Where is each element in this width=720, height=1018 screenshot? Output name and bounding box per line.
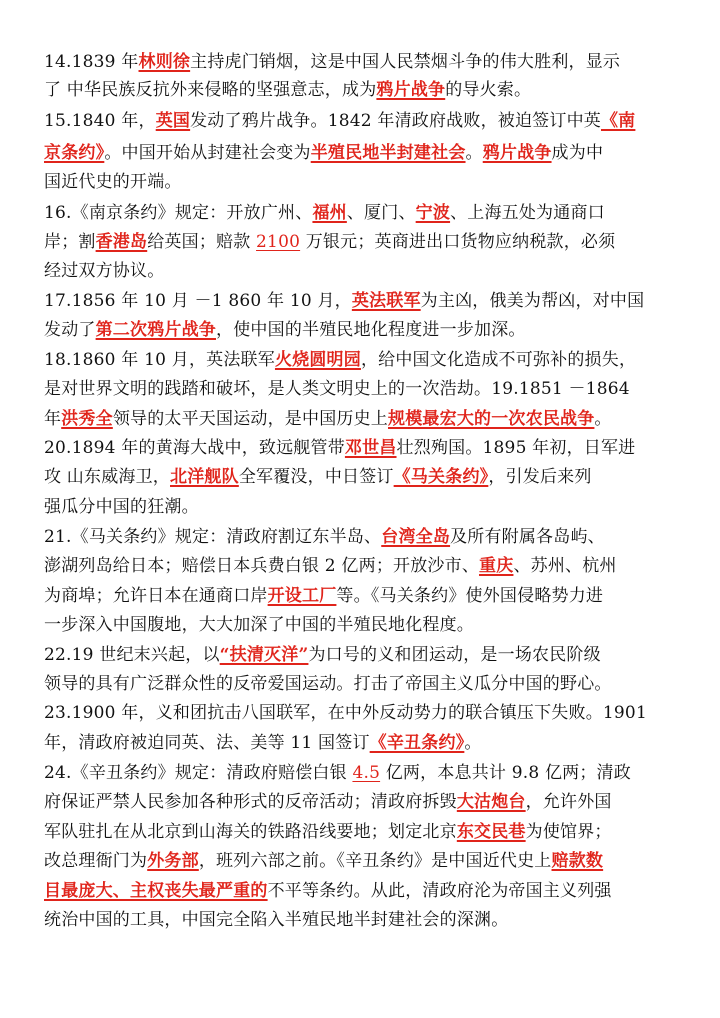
text-line — [44, 409, 680, 429]
text-line — [44, 645, 680, 665]
text-line — [44, 80, 680, 100]
highlighted-term: 大沽炮台 — [456, 792, 526, 812]
text-segment: 改总理衙门为 — [44, 851, 148, 871]
text-segment: 年，清政府被迫同英、法、美等 11 国签订 — [44, 733, 370, 753]
text-segment: 、厦门、 — [346, 203, 416, 223]
text-line — [44, 203, 680, 223]
highlighted-term: 火烧圆明园 — [274, 350, 361, 370]
text-segment: ，给中国文化造成不可弥补的损失， — [360, 350, 637, 370]
text-line — [44, 143, 680, 163]
highlighted-term: 规模最宏大的一次农民战争 — [388, 409, 595, 429]
text-segment: 府保证严禁人民参加各种形式的反帝活动；清政府拆毁 — [44, 792, 457, 812]
text-line — [44, 467, 680, 487]
highlighted-term: 宁波 — [415, 203, 451, 223]
text-line — [44, 52, 680, 72]
text-segment: 强瓜分中国的狂潮。 — [44, 497, 199, 517]
text-segment: 了 中华民族反抗外来侵略的坚强意志，成为 — [44, 80, 377, 100]
highlighted-term: 赔款数 — [551, 851, 604, 871]
text-segment: 14.1839 年 — [44, 52, 139, 72]
highlighted-term: 重庆 — [479, 556, 514, 576]
text-segment: ，允许外国 — [525, 792, 612, 812]
text-segment: 为主凶，俄美为帮凶，对中国 — [420, 291, 645, 311]
text-segment: 为口号的义和团运动，是一场农民阶级 — [308, 645, 601, 665]
text-segment: 为商埠；允许日本在通商口岸 — [44, 586, 268, 606]
text-segment: 为使馆界； — [525, 822, 612, 842]
highlighted-term: 京条约》 — [44, 143, 105, 163]
text-segment: 成为中 — [551, 143, 604, 163]
text-line — [44, 497, 680, 517]
text-segment: 军队驻扎在从北京到山海关的铁路沿线要地；划定北京 — [44, 822, 457, 842]
text-segment: 。 — [465, 143, 483, 163]
text-line — [44, 111, 680, 131]
highlighted-term: 《辛丑条约》 — [369, 733, 465, 753]
text-segment: 15.1840 年， — [44, 111, 156, 131]
text-segment: 24.《辛丑条约》规定：清政府赔偿白银 — [44, 763, 353, 783]
text-line — [44, 261, 680, 281]
text-segment: 23.1900 年，义和团抗击八国联军，在中外反动势力的联合镇压下失败。1901 — [44, 703, 647, 723]
highlighted-term: 2100 — [256, 232, 301, 252]
text-segment: 是对世界文明的践踏和破坏，是人类文明史上的一次浩劫。19.1851 －1864 — [44, 379, 630, 399]
highlighted-term: 香港岛 — [95, 232, 148, 252]
text-line — [44, 851, 680, 871]
text-segment: 国近代史的开端。 — [44, 172, 182, 192]
highlighted-term: 《南 — [600, 111, 636, 131]
text-segment: 、苏州、杭州 — [513, 556, 617, 576]
highlighted-term: 目最庞大、主权丧失最严重的 — [44, 881, 268, 901]
highlighted-term: 林则徐 — [138, 52, 191, 72]
text-segment: 统治中国的工具，中国完全陷入半殖民地半封建社会的深渊。 — [44, 910, 509, 930]
highlighted-term: 台湾全岛 — [381, 527, 451, 547]
text-line — [44, 792, 680, 812]
text-line — [44, 527, 680, 547]
text-segment: 16.《南京条约》规定：开放广州、 — [44, 203, 313, 223]
text-line — [44, 822, 680, 842]
text-line — [44, 586, 680, 606]
text-line — [44, 172, 680, 192]
text-segment: 壮烈殉国。1895 年初，日军进 — [396, 438, 636, 458]
text-segment: 22.19 世纪末兴起，以 — [44, 645, 220, 665]
text-line — [44, 674, 680, 694]
text-line — [44, 350, 680, 370]
text-segment: ，引发后来列 — [488, 467, 592, 487]
text-segment: 的导火索。 — [445, 80, 532, 100]
text-line — [44, 291, 680, 311]
text-segment: 、上海五处为通商口 — [450, 203, 605, 223]
text-segment: 领导的具有广泛群众性的反帝爱国运动。打击了帝国主义瓜分中国的野心。 — [44, 674, 612, 694]
text-line — [44, 910, 680, 930]
text-segment: 发动了 — [44, 320, 96, 340]
text-segment: 不平等条约。从此，清政府沦为帝国主义列强 — [267, 881, 612, 901]
text-segment: 攻 山东威海卫， — [44, 467, 171, 487]
text-segment: 及所有附属各岛屿、 — [450, 527, 605, 547]
highlighted-term: 《马关条约》 — [393, 467, 489, 487]
text-segment: 全军覆没，中日签订 — [238, 467, 394, 487]
text-segment: 发动了鸦片战争。1842 年清政府战败，被迫签订中英 — [190, 111, 601, 131]
text-segment: 亿两，本息共计 9.8 亿两；清政 — [380, 763, 631, 783]
highlighted-term: 鸦片战争 — [376, 80, 446, 100]
text-segment: 岸；割 — [44, 232, 96, 252]
text-segment: 20.1894 年的黄海大战中，致远舰管带 — [44, 438, 345, 458]
highlighted-term: “扶清灭洋” — [219, 645, 309, 665]
text-segment: 21.《马关条约》规定：清政府割辽东半岛、 — [44, 527, 382, 547]
highlighted-term: 北洋舰队 — [170, 467, 239, 487]
highlighted-term: 4.5 — [352, 763, 381, 783]
text-line — [44, 232, 680, 252]
highlighted-term: 邓世昌 — [344, 438, 397, 458]
text-segment: 澎湖列岛给日本；赔偿日本兵费白银 2 亿两；开放沙市、 — [44, 556, 480, 576]
highlighted-term: 外务部 — [147, 851, 199, 871]
text-segment: 年 — [44, 409, 62, 429]
text-segment: 主持虎门销烟，这是中国人民禁烟斗争的伟大胜利，显示 — [190, 52, 621, 72]
highlighted-term: 鸦片战争 — [482, 143, 552, 163]
text-segment: 等。《马关条约》使外国侵略势力进 — [336, 586, 604, 606]
text-segment: 17.1856 年 10 月 －1 860 年 10 月， — [44, 291, 352, 311]
text-line — [44, 379, 680, 399]
highlighted-term: 英法联军 — [351, 291, 421, 311]
highlighted-term: 开设工厂 — [267, 586, 337, 606]
highlighted-term: 第二次鸦片战争 — [95, 320, 217, 340]
text-segment: ，使中国的半殖民地化程度进一步加深。 — [216, 320, 526, 340]
text-segment: ，班列六部之前。《辛丑条约》是中国近代史上 — [198, 851, 552, 871]
text-segment: 经过双方协议。 — [44, 261, 165, 281]
text-line — [44, 615, 680, 635]
text-line — [44, 881, 680, 901]
text-line — [44, 733, 680, 753]
text-segment: 领导的太平天国运动，是中国历史上 — [112, 409, 389, 429]
text-segment: 给英国；赔款 — [147, 232, 257, 252]
text-segment: 万银元；英商进出口货物应纳税款，必须 — [300, 232, 616, 252]
text-line — [44, 438, 680, 458]
highlighted-term: 半殖民地半封建社会 — [310, 143, 466, 163]
text-segment: 一步深入中国腹地，大大加深了中国的半殖民地化程度。 — [44, 615, 474, 635]
highlighted-term: 英国 — [155, 111, 191, 131]
text-line — [44, 763, 680, 783]
text-segment: 。中国开始从封建社会变为 — [104, 143, 311, 163]
highlighted-term: 洪秀全 — [61, 409, 113, 429]
highlighted-term: 福州 — [312, 203, 347, 223]
text-segment: 。 — [464, 733, 482, 753]
highlighted-term: 东交民巷 — [456, 822, 526, 842]
text-line — [44, 703, 680, 723]
text-segment: 。 — [594, 409, 612, 429]
text-segment: 18.1860 年 10 月，英法联军 — [44, 350, 275, 370]
text-line — [44, 556, 680, 576]
text-line — [44, 320, 680, 340]
